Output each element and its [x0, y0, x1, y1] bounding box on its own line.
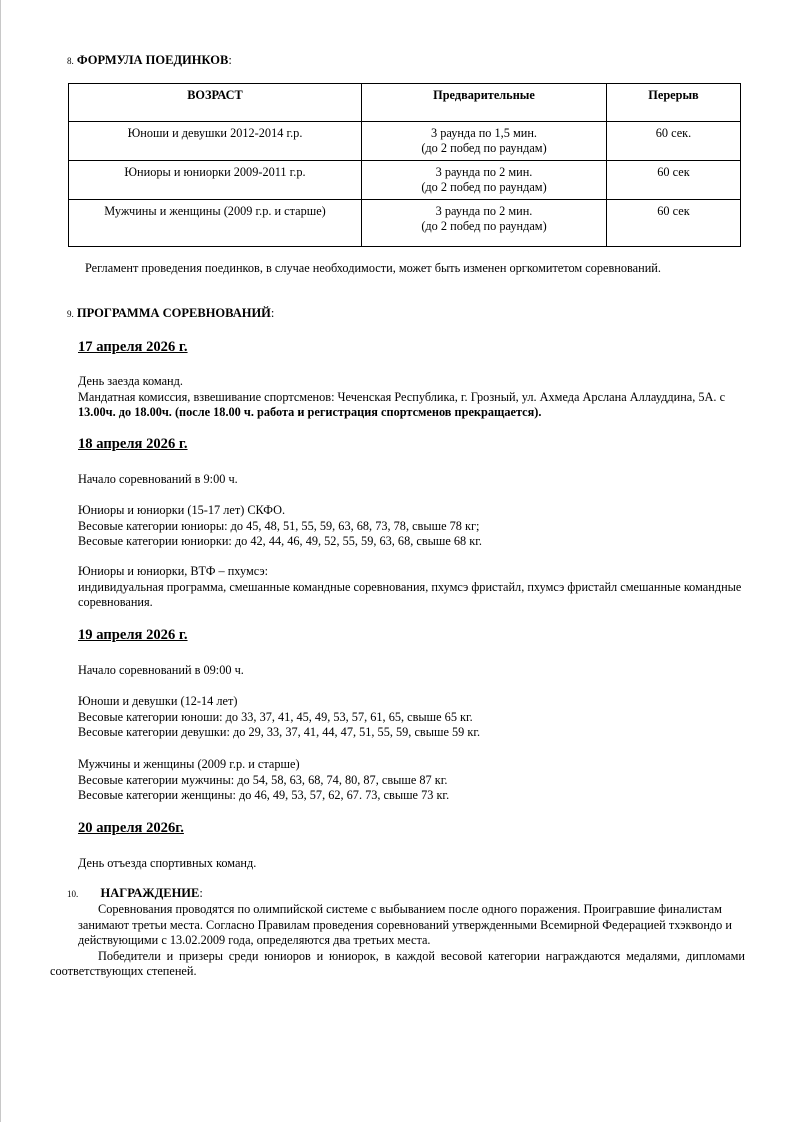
group-title: Юноши и девушки (12-14 лет) — [78, 694, 238, 708]
day-4-departure: День отъезда спортивных команд. — [78, 856, 257, 870]
cell-break: 60 сек. — [607, 122, 741, 161]
section-9-number: 9. — [67, 309, 74, 319]
cell-age: Мужчины и женщины (2009 г.р. и старше) — [69, 200, 362, 247]
section-8-heading — [67, 53, 232, 68]
awards-paragraph-2: Победители и призеры среди юниоров и юниорок, в каждой весовой категории награждаются медалями, дипломами соответствующих степеней. — [50, 948, 745, 979]
day-3-group-2 — [78, 757, 744, 804]
cell-preliminary: 3 раунда по 2 мин. (до 2 побед по раундам) — [362, 161, 607, 200]
weight-categories: Весовые категории девушки: до 29, 33, 37, 41, 44, 47, 51, 55, 59, свыше 59 кг. — [78, 725, 481, 740]
cell-age: Юноши и девушки 2012-2014 г.р. — [69, 122, 362, 161]
weight-categories: Весовые категории юниорки: до 42, 44, 46, 49, 52, 55, 59, 63, 68, свыше 68 кг. — [78, 534, 482, 549]
cell-age: Юниоры и юниорки 2009-2011 г.р. — [69, 161, 362, 200]
section-8-number: 8. — [67, 56, 74, 66]
header-age: ВОЗРАСТ — [69, 84, 362, 122]
weight-categories: Весовые категории юниоры: до 45, 48, 51, 55, 59, 63, 68, 73, 78, свыше 78 кг; — [78, 518, 480, 533]
cell-break: 60 сек — [607, 161, 741, 200]
section-10-colon: : — [199, 886, 203, 900]
group-title: Юниоры и юниорки, ВТФ – пхумсэ: — [78, 564, 269, 578]
day-2-group-1 — [78, 503, 744, 550]
section-10-number: 10. — [67, 889, 79, 899]
day-3-start: Начало соревнований в 09:00 ч. — [78, 663, 244, 677]
header-break: Перерыв — [607, 84, 741, 122]
section-8-title: ФОРМУЛА ПОЕДИНКОВ — [76, 53, 229, 67]
section-9-title: ПРОГРАММА СОРЕВНОВАНИЙ — [76, 306, 271, 320]
date-heading-apr-17: 17 апреля 2026 г. — [78, 339, 188, 355]
cell-preliminary: 3 раунда по 2 мин. (до 2 побед по раундам) — [362, 200, 607, 247]
table-row — [69, 122, 741, 161]
day-1-arrival: День заезда команд. — [78, 374, 183, 388]
table-row — [69, 200, 741, 247]
date-heading-apr-19: 19 апреля 2026 г. — [78, 627, 188, 643]
section-9-heading — [67, 306, 274, 321]
cell-preliminary: 3 раунда по 1,5 мин. (до 2 побед по раундам) — [362, 122, 607, 161]
date-heading-apr-18: 18 апреля 2026 г. — [78, 436, 188, 452]
day-2-start: Начало соревнований в 9:00 ч. — [78, 472, 238, 486]
page-edge-line — [0, 0, 1, 1122]
section-8-colon: : — [228, 53, 232, 67]
header-preliminary: Предварительные — [362, 84, 607, 122]
day-3-group-1 — [78, 694, 744, 741]
awards-paragraph-1: Соревнования проводятся по олимпийской системе с выбыванием после одного поражения. Проигравшие финалистам занимают третьи места. Согласно Правилам проведения соревнований утвержденными Всемирной Федерацией тхэквондо и действующими с 13.02.2009 года, определяются два третьих места. — [78, 902, 732, 948]
table-header-row — [69, 84, 741, 122]
day-1-block — [78, 374, 744, 421]
awards-block — [50, 902, 745, 980]
day-1-commission: Мандатная комиссия, взвешивание спортсменов: Чеченская Республика, г. Грозный, ул. Ахмеда Арслана Аллауддина, 5А. с 13.00ч. до 18.00ч. (после 18.00 ч. работа и регистрация спортсменов прекращается). — [78, 389, 726, 420]
day-2-group-2 — [78, 564, 744, 611]
section-10-heading — [67, 886, 203, 901]
bout-formula-table — [68, 83, 741, 247]
section-9-colon: : — [270, 306, 275, 320]
group-program: индивидуальная программа, смешанные командные соревнования, пхумсэ фристайл, пхумсэ фристайл смешанные командные соревнования. — [78, 579, 742, 610]
weight-categories: Весовые категории женщины: до 46, 49, 53, 57, 62, 67. 73, свыше 73 кг. — [78, 788, 450, 803]
weight-categories: Весовые категории мужчины: до 54, 58, 63, 68, 74, 80, 87, свыше 87 кг. — [78, 772, 448, 787]
date-heading-apr-20: 20 апреля 2026г. — [78, 820, 184, 836]
regulation-note: Регламент проведения поединков, в случае необходимости, может быть изменен оргкомитетом соревнований. — [85, 261, 661, 275]
group-title: Юниоры и юниорки (15-17 лет) СКФО. — [78, 503, 286, 517]
table-row — [69, 161, 741, 200]
group-title: Мужчины и женщины (2009 г.р. и старше) — [78, 757, 300, 771]
cell-break: 60 сек — [607, 200, 741, 247]
section-10-title: НАГРАЖДЕНИЕ — [100, 886, 200, 900]
weight-categories: Весовые категории юноши: до 33, 37, 41, 45, 49, 53, 57, 61, 65, свыше 65 кг. — [78, 709, 473, 724]
